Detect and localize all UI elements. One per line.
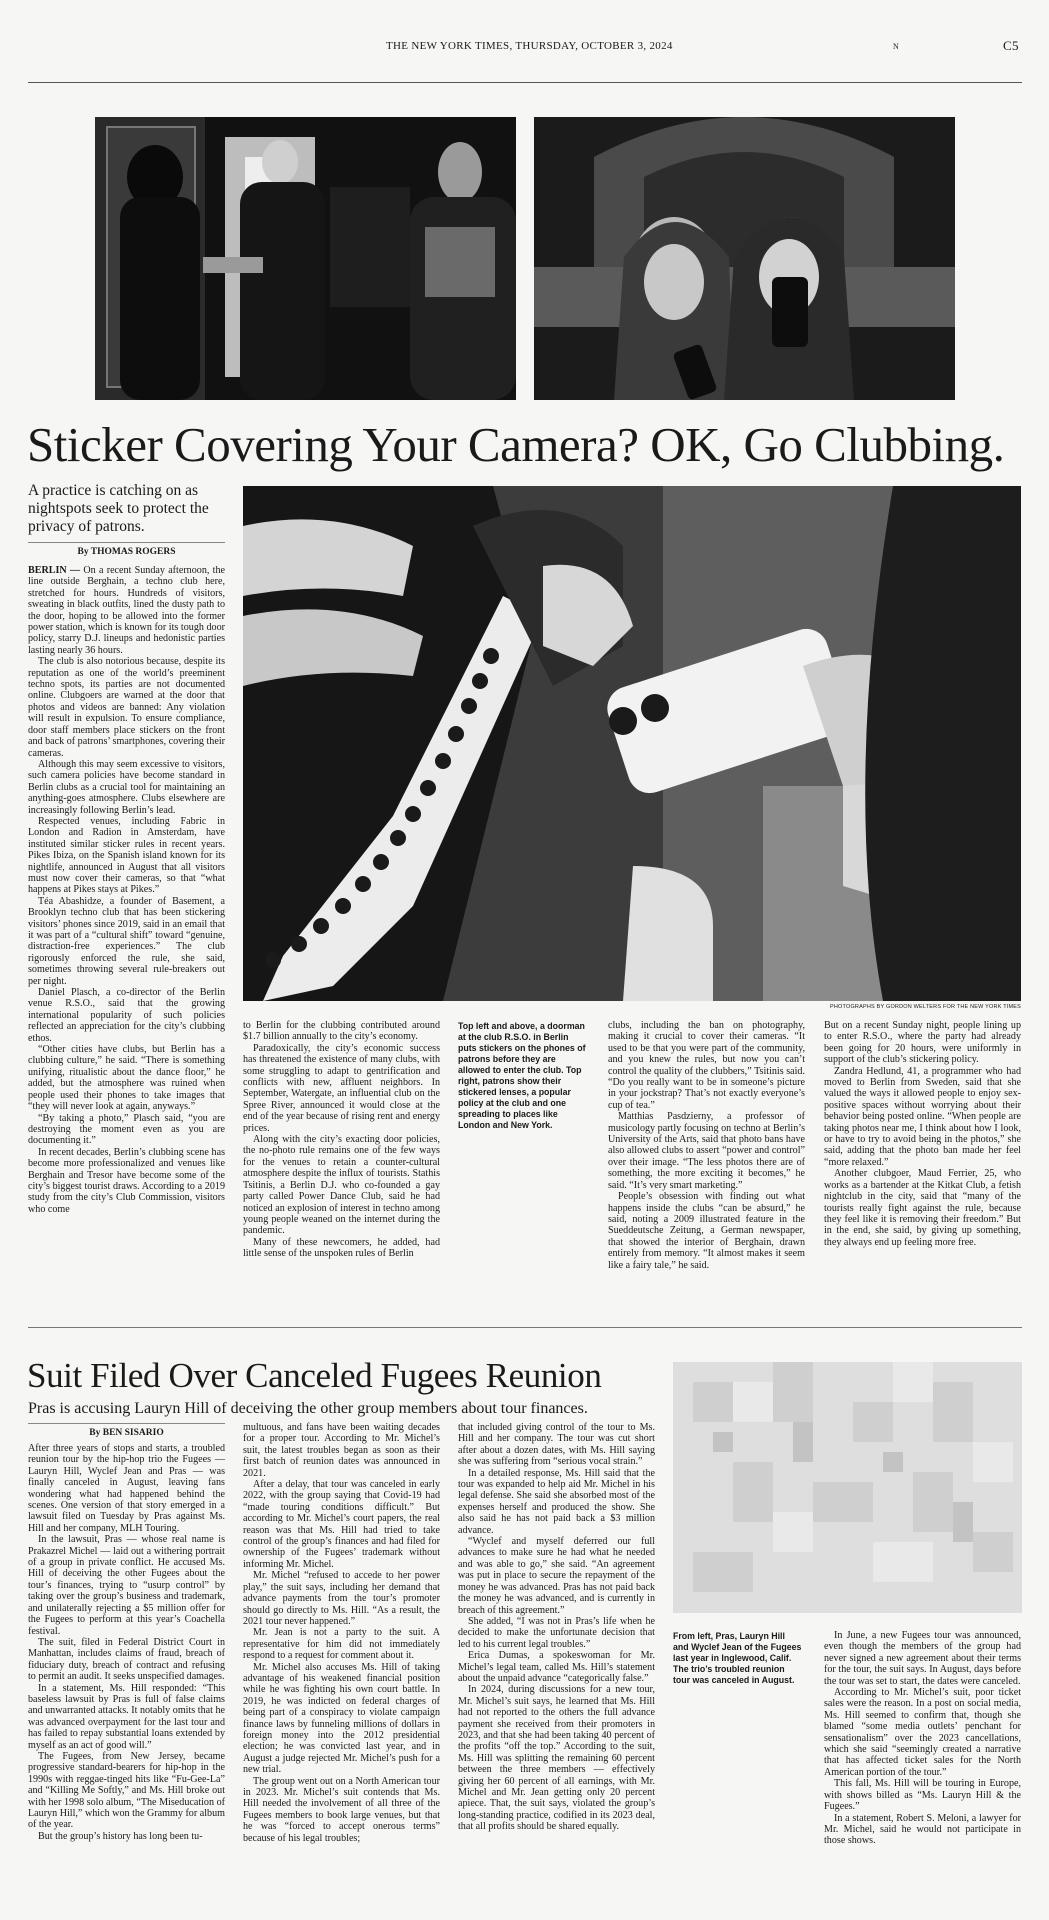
story1-photo-credit: PHOTOGRAPHS BY GORDON WELTERS FOR THE NEW YORK TIMES <box>829 1004 1021 1010</box>
paragraph: In a statement, Robert S. Meloni, a lawyer for Mr. Michel, said he would not participate in those shows. <box>824 1812 1021 1847</box>
paragraph: “Other cities have clubs, but Berlin has a clubbing culture,” he said. “There is something unifying, ritualistic about the dance floor,” he added, but the atmosphere was ruined when people used their phones to take images that “they will never look at again, anyways.” <box>28 1044 225 1113</box>
story1-caption: Top left and above, a doorman at the club R.S.O. in Berlin puts stickers on the phones of patrons before they are allowed to enter the club. Top right, patrons show their stickered lenses, a popular policy at the club and one spreading to places like London and New York. <box>458 1021 586 1130</box>
story2-byline-rule <box>28 1423 225 1424</box>
photo-fugees-pixelated <box>673 1362 1022 1613</box>
story2-caption: From left, Pras, Lauryn Hill and Wyclef Jean of the Fugees last year in Inglewood, Calif. The trio’s troubled reunion tour was canceled in August. <box>673 1631 802 1685</box>
page-number: C5 <box>1003 38 1019 53</box>
paragraph: In recent decades, Berlin’s clubbing scene has become more professionalized and venues like Berghain and Tresor have become some of the city’s biggest tourist draws. According to a 2019 study from the city’s Club Commission, visitors who come <box>28 1146 225 1215</box>
story1-column-1 <box>28 565 225 1251</box>
story2-byline[interactable]: By BEN SISARIO <box>89 1428 164 1438</box>
paragraph: In June, a new Fugees tour was announced, even though the members of the group had never signed a new agreement about their terms for the tour, the suit says. In August, days before the tour was set to start, the dates were canceled. <box>824 1630 1021 1687</box>
paragraph: Erica Dumas, a spokeswoman for Mr. Michel’s legal team, called Ms. Hill’s statement about the unpaid advance “categorically false.” <box>458 1650 655 1684</box>
paragraph: She added, “I was not in Pras’s life when he decided to make the unfortunate decision that led to his current legal troubles.” <box>458 1615 655 1650</box>
photo-wristband-phone-stickers <box>243 486 1021 1001</box>
paragraph: “Wyclef and myself deferred our full advances to make sure he had what he needed and was able to go,” she said. “An agreement was put in place to secure the repayment of the money he was advanced. Pras has not paid back the money he was advanced, and is currently in breach of this agreement.” <box>458 1536 655 1616</box>
story1-headline[interactable]: Sticker Covering Your Camera? OK, Go Clubbing. <box>27 417 1005 472</box>
photo-doorman-stickering <box>95 117 516 400</box>
dateline: BERLIN — <box>28 565 81 576</box>
paragraph: In the lawsuit, Pras — whose real name is Prakazrel Michel — laid out a withering portrait of a group in private conflict. He accused Ms. Hill of deceiving the other Fugees about the tour’s finances, trying to “usurp control” by taking over the group’s business and trademark, and unilaterally rejecting a $5 million offer for the Fugees to perform at this year’s Coachella festival. <box>28 1534 225 1637</box>
paragraph: After three years of stops and starts, a troubled reunion tour by the hip-hop trio the Fugees — Lauryn Hill, Wyclef Jean and Pras — was finally canceled in August, leaving fans wondering what had happened behind the scenes. One version of that story emerged in a lawsuit filed on Tuesday by Pras against Ms. Hill and her company, MLH Touring. <box>28 1443 225 1534</box>
paragraph: Respected venues, including Fabric in London and Radion in Amsterdam, have instituted similar sticker rules in recent years. Pikes Ibiza, on the Spanish island known for its nightlife, announced in August that all visitors must now cover their cameras, so that “what happens at Pikes stays at Pikes.” <box>28 815 225 896</box>
paragraph: Along with the city’s exacting door policies, the no-photo rule remains one of the few ways for the venues to retain a counter-cultural atmosphere despite the influx of tourists. Stathis Tsitinis, a Berlin D.J. who co-founded a gay party called Power Dance Club, said he had noticed an explosion of interest in techno among young people weaned on the internet during the pandemic. <box>243 1134 440 1237</box>
paragraph: The suit, filed in Federal District Court in Manhattan, includes claims of fraud, breach of fiduciary duty, breach of contract and refusing to permit an audit. It seeks unspecified damages. <box>28 1636 225 1683</box>
paragraph: But the group’s history has long been tu- <box>38 1830 203 1842</box>
paragraph: In a statement, Ms. Hill responded: “This baseless lawsuit by Pras is full of false claims and unwarranted attacks. It notably omits that he was advanced overpayment for the last tour and has failed to repay substantial loans extended by myself as an act of good will.” <box>28 1682 225 1751</box>
paragraph: The group went out on a North American tour in 2023. Mr. Michel’s suit contends that Ms. Hill needed the involvement of all three of the Fugees members to book large venues, but that he was “forced to accept onerous terms” because of his legal troubles; <box>243 1775 440 1844</box>
paragraph: The club is also notorious because, despite its reputation as one of the world’s preeminent techno spots, its parties are not documented online. Clubgoers are warned at the door that photos and videos are banned: Any violation will result in expulsion. To ensure compliance, door staff members place stickers on the front and back of patrons’ smartphones, covering their cameras. <box>28 656 225 759</box>
paragraph: clubs, including the ban on photography, making it crucial to cover their cameras. “It used to be that you were part of the community, and you knew the rules, but now you can’t control the quality of the clubbers,” Tsitinis said. “Do you really want to be in someone’s picture in your jockstrap? That’s not exactly everyone’s cup of tea.” <box>608 1020 805 1111</box>
paragraph: But on a recent Sunday night, people lining up to enter R.S.O., where the party had already been going for 20 hours, were uniformly in support of the club’s stickering policy. <box>824 1020 1021 1066</box>
story-divider-rule <box>28 1327 1022 1328</box>
story1-column-2 <box>243 1020 440 1260</box>
paragraph: After a delay, that tour was canceled in early 2022, with the group saying that Covid-19 had “made touring conditions difficult.” But according to Mr. Michel’s court papers, the real reason was that Ms. Hill had tried to take control of the group’s finances and had filed for ownership of the Fugees’ trademark without informing Mr. Michel. <box>243 1479 440 1570</box>
paragraph: Paradoxically, the city’s economic success has threatened the existence of many clubs, with some struggling to adapt to gentrification and conflicts with new, affluent neighbors. In September, Watergate, an influential club on the Spree River, announced it would close at the end of the year because of rising rent and energy prices. <box>243 1042 440 1134</box>
paragraph: In 2024, during discussions for a new tour, Mr. Michel’s suit says, he learned that Ms. Hill had not reported to the others the full advance payment she received from their promoters in 2023, and that she had been taking 40 percent of the profits “off the top.” According to the suit, Ms. Hill was splitting the remaining 60 percent between the three members — effectively giving her 60 percent of all earnings, with Mr. Michel and Mr. Jean getting only 20 percent apiece. That, the suit says, violated the group’s long-standing practice, codified in its 2023 deal, that all profits should be shared equally. <box>458 1684 655 1833</box>
paragraph: multuous, and fans have been waiting decades for a proper tour. According to Mr. Michel’s suit, the latest troubles began as soon as their first batch of reunion dates was announced in 2021. <box>243 1422 440 1479</box>
paragraph: “By taking a photo,” Plasch said, “you are destroying the moment even as you are documenting it.” <box>28 1112 225 1147</box>
paragraph: Mr. Michel “refused to accede to her power play,” the suit says, including her demand that advance payments from the tour’s promoter should go directly to Ms. Hill. “As a result, the 2021 tour never happened.” <box>243 1570 440 1627</box>
story2-column-5 <box>824 1630 1021 1883</box>
story1-column-5 <box>824 1020 1021 1252</box>
paragraph: In a detailed response, Ms. Hill said that the tour was expanded to help aid Mr. Michel in his legal defense. She said she absorbed most of the expenses herself and produced the show. She also said he has not paid back a $3 million advance. <box>458 1467 655 1536</box>
paragraph: People’s obsession with finding out what happens inside the clubs “can be absurd,” he said, noting a 2009 illustrated feature in the Sueddeutsche Zeitung, a German newspaper, that showed the interior of Berghain, drawn entirely from memory. “It almost makes it seem like a fairy tale,” he said. <box>608 1191 805 1271</box>
paragraph: According to Mr. Michel’s suit, poor ticket sales were the reason. In a post on social media, Ms. Hill seemed to confirm that, though she blamed “some media outlets’ penchant for sensationalism” over the 2023 cancellations, which she said “seemingly created a narrative that has affected ticket sales for the North American portion of the tour.” <box>824 1687 1021 1778</box>
story2-column-3 <box>458 1422 655 1883</box>
story1-column-4 <box>608 1020 805 1271</box>
story2-headline[interactable]: Suit Filed Over Canceled Fugees Reunion <box>27 1356 602 1395</box>
story1-byline-rule <box>28 542 225 543</box>
paragraph: that included giving control of the tour to Ms. Hill and her company. The tour was cut short after about a dozen dates, with Ms. Hill saying she was suffering from “serious vocal strain.” <box>458 1422 655 1468</box>
folio-paper-date: THE NEW YORK TIMES, THURSDAY, OCTOBER 3, 2024 <box>386 40 673 52</box>
folio-rule <box>28 82 1022 83</box>
story2-deck: Pras is accusing Lauryn Hill of deceiving the other group members about tour finances. <box>28 1400 588 1417</box>
paragraph: Matthias Pasdzierny, a professor of musicology partly focusing on techno at Berlin’s University of the Arts, said that photo bans have also allowed clubs to assert “power and control” over their image. “The less photos there are of something, the more exciting it becomes,” he said. “It’s very smart marketing.” <box>608 1111 805 1191</box>
story1-deck: A practice is catching on as nightspots seek to protect the privacy of patrons. <box>28 482 209 535</box>
paragraph: Mr. Michel also accuses Ms. Hill of taking advantage of his weakened financial position while he was fighting his own court battle. In 2019, he was indicted on federal charges of being part of a conspiracy to violate campaign finance laws by funneling millions of dollars in foreign money into the 2012 presidential election; he was convicted last year, and in August a judge rejected Mr. Michel’s push for a new trial. <box>243 1661 440 1776</box>
folio-logo-mark: N <box>893 42 900 51</box>
story1-byline[interactable]: By THOMAS ROGERS <box>77 547 176 557</box>
paragraph: Another clubgoer, Maud Ferrier, 25, who works as a bartender at the Kitkat Club, a fetish nightclub in the city, said that “many of the tourists really fight against the rule, because they feel like it is removing their freedom.” But in the end, she said, by giving up something, they always end up feeling more free. <box>824 1168 1021 1248</box>
paragraph: Many of these newcomers, he added, had little sense of the unspoken rules of Berlin <box>243 1236 440 1260</box>
paragraph: Daniel Plasch, a co-director of the Berlin venue R.S.O., said that the growing international popularity of such policies reflected an appreciation for the city’s clubbing ethos. <box>28 987 225 1044</box>
paragraph: Zandra Hedlund, 41, a programmer who had moved to Berlin from Sweden, said that she valued the ways it allowed people to enjoy sex-positive spaces without worrying about their behavior being posted online. “When people are taking photos near me, I think about how I look, or have to try to avoid being in the photos,” she said, adding that the photo ban made her feel “more relaxed.” <box>824 1065 1021 1168</box>
paragraph: Téa Abashidze, a founder of Basement, a Brooklyn techno club that has been stickering visitors’ phones since 2019, said in an email that it was part of a “cultural shift” toward “genuine, distraction-free experiences.” The club rigorously enforced the rule, she said, sometimes throwing several rule-breakers out per night. <box>28 895 225 987</box>
paragraph: to Berlin for the clubbing contributed around $1.7 billion annually to the city’s economy. <box>243 1020 440 1043</box>
paragraph: The Fugees, from New Jersey, became progressive standard-bearers for hip-hop in the 1990s with reggae-tinged hits like “Fu-Gee-La” and “Killing Me Softly,” and Ms. Hill broke out with her 1998 solo album, “The Miseducation of Lauryn Hill,” which won the Grammy for album of the year. <box>28 1750 225 1831</box>
paragraph: On a recent Sunday afternoon, the line outside Berghain, a techno club here, stretched for hours. Hundreds of visitors, sweating in black outfits, lined the dusty path to the door, hoping to be allowed into the former power station, which is known for its tough door policy, starry D.J. lineups and hedonistic parties lasting nearly 36 hours. <box>28 565 225 656</box>
paragraph: This fall, Ms. Hill will be touring in Europe, with shows billed as “Ms. Lauryn Hill & the Fugees.” <box>824 1778 1021 1813</box>
paragraph: Although this may seem excessive to visitors, such camera policies have become standard in Berlin clubs as a crucial tool for maintaining an anything-goes atmosphere. Clubs elsewhere are increasingly following Berlin’s lead. <box>28 758 225 816</box>
paragraph: Mr. Jean is not a party to the suit. A representative for him did not immediately respond to a request for comment about it. <box>243 1627 440 1662</box>
story2-column-1 <box>28 1443 225 1883</box>
story2-column-2 <box>243 1422 440 1883</box>
photo-patrons-stickered-phones <box>534 117 955 400</box>
